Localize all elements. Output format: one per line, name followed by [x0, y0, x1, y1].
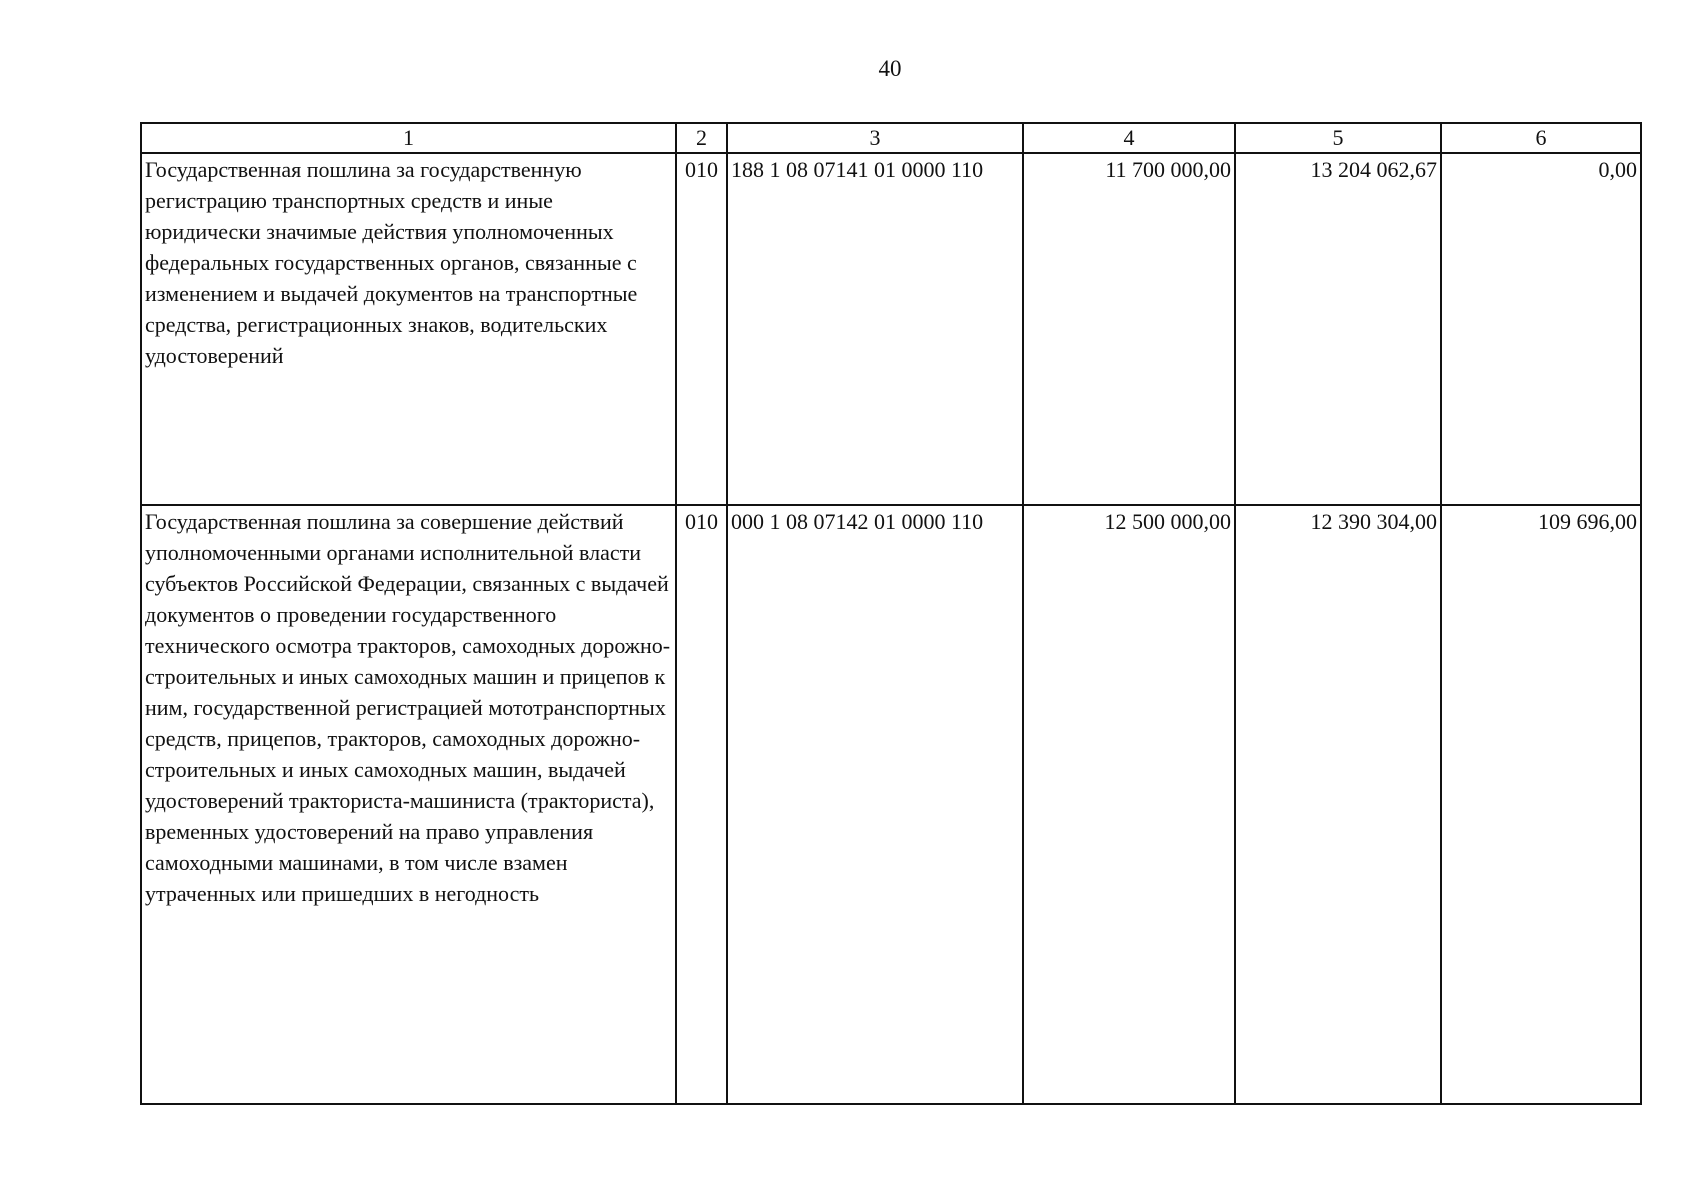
row-budget-code-cell: 188 1 08 07141 01 0000 110: [727, 153, 1023, 505]
table-row: [141, 153, 1641, 505]
row-column-4-cell: 11 700 000,00: [1023, 153, 1235, 505]
row-admin-code-cell: 010: [676, 153, 727, 505]
row-column-4-cell: 12 500 000,00: [1023, 505, 1235, 1104]
column-header-2: 2: [676, 123, 727, 153]
column-header-1: 1: [141, 123, 676, 153]
row-name-cell: Государственная пошлина за государственную регистрацию транспортных средств и иные юридически значимые действия уполномоченных федеральных государственных органов, связанные с изменением и выдачей документов на транспортные средства, регистрационных знаков, водительских удостоверений: [141, 153, 676, 505]
table-header-row: [141, 123, 1641, 153]
row-column-5-cell: 12 390 304,00: [1235, 505, 1441, 1104]
row-column-6-cell: 109 696,00: [1441, 505, 1641, 1104]
column-header-6: 6: [1441, 123, 1641, 153]
table-row: [141, 505, 1641, 1104]
row-budget-code-cell: 000 1 08 07142 01 0000 110: [727, 505, 1023, 1104]
budget-table-container: [140, 122, 1640, 1105]
row-column-5-cell: 13 204 062,67: [1235, 153, 1441, 505]
row-column-6-cell: 0,00: [1441, 153, 1641, 505]
page-number: 40: [878, 56, 902, 81]
column-header-3: 3: [727, 123, 1023, 153]
row-name-cell: Государственная пошлина за совершение действий уполномоченными органами исполнительной власти субъектов Российской Федерации, связанных с выдачей документов о проведении государственного технического осмотра тракторов, самоходных дорожно- строительных и иных самоходных машин и прицепов к ним, государственной регистрацией мототранспортных средств, прицепов, тракторов, самоходных дорожно-строительных и иных самоходных машин, выдачей удостоверений тракториста-машиниста (тракториста), временных удостоверений на право управления самоходными машинами, в том числе взамен утраченных или пришедших в негодность: [141, 505, 676, 1104]
column-header-5: 5: [1235, 123, 1441, 153]
column-header-4: 4: [1023, 123, 1235, 153]
row-admin-code-cell: 010: [676, 505, 727, 1104]
budget-table: [140, 122, 1642, 1105]
